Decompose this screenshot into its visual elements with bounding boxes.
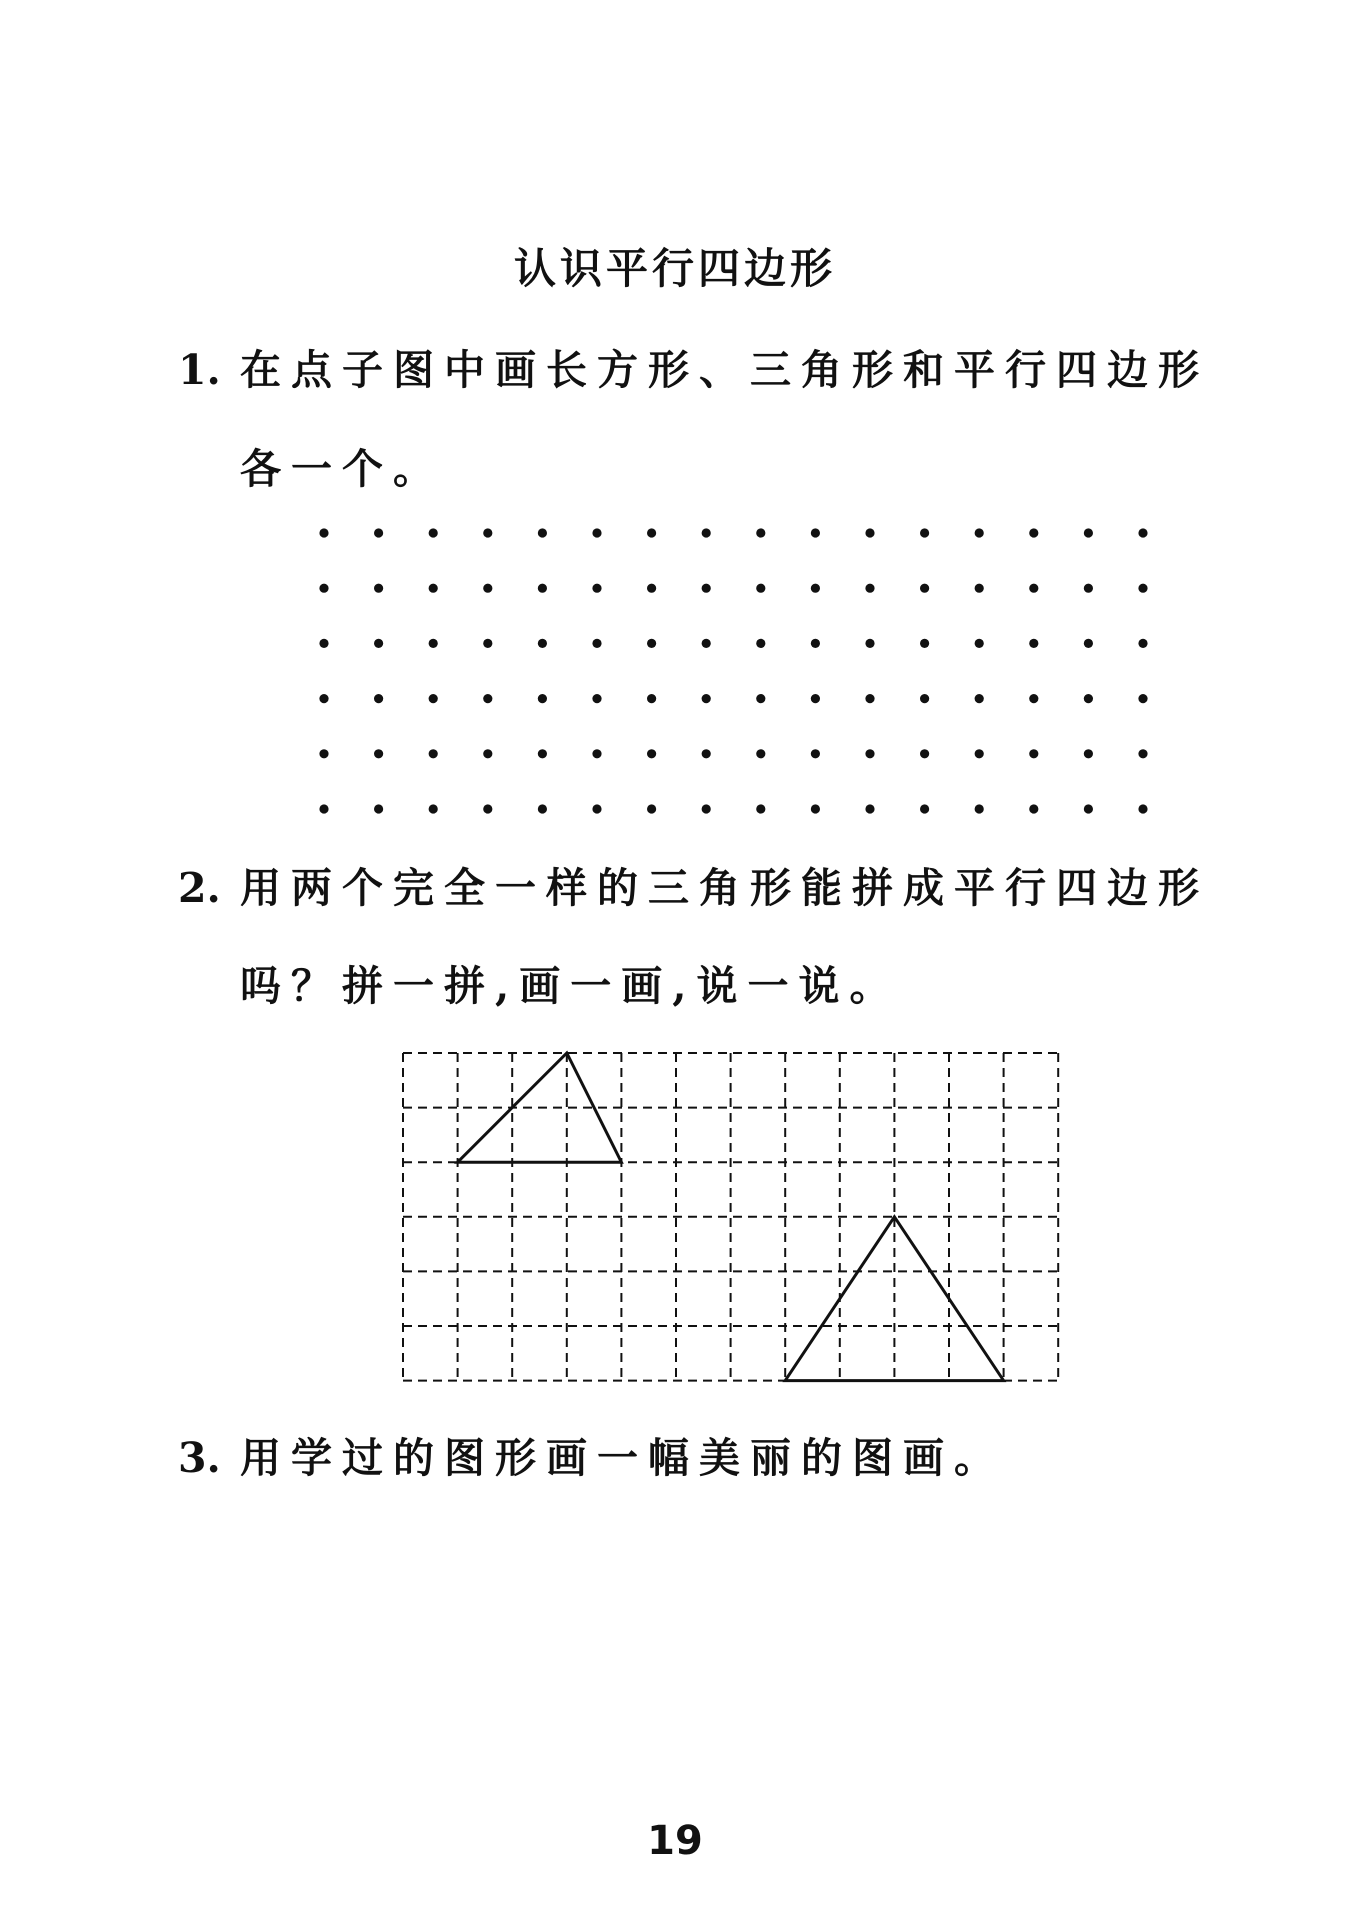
grid-dot: [592, 528, 601, 537]
grid-dot: [920, 749, 929, 758]
grid-dot: [1138, 528, 1147, 537]
grid-dot: [1029, 694, 1038, 703]
grid-dot: [702, 584, 711, 593]
grid-dot: [374, 804, 383, 813]
grid-dot: [920, 694, 929, 703]
grid-dot: [756, 749, 765, 758]
grid-dot: [319, 584, 328, 593]
grid-dot: [1029, 639, 1038, 648]
grid-dot: [865, 639, 874, 648]
question-3-number: 3.: [178, 1434, 221, 1482]
grid-dot: [975, 528, 984, 537]
grid-dot: [429, 804, 438, 813]
grid-dot: [1138, 749, 1147, 758]
grid-dot: [865, 528, 874, 537]
grid-dot: [1029, 528, 1038, 537]
question-3-text-line1: 用学过的图形画一幅美丽的图画。: [240, 1434, 1005, 1482]
grid-dot: [811, 584, 820, 593]
grid-dot: [1029, 749, 1038, 758]
grid-dot: [592, 584, 601, 593]
grid-dot: [811, 528, 820, 537]
grid-dot: [374, 584, 383, 593]
grid-dot: [319, 639, 328, 648]
grid-dot: [483, 804, 492, 813]
grid-dot: [483, 639, 492, 648]
grid-dot: [1138, 584, 1147, 593]
grid-dot: [319, 528, 328, 537]
grid-dot: [374, 694, 383, 703]
grid-dot: [429, 639, 438, 648]
grid-dot: [1084, 639, 1093, 648]
grid-dot: [756, 584, 765, 593]
grid-dot: [592, 804, 601, 813]
grid-dot: [865, 804, 874, 813]
grid-dot: [319, 749, 328, 758]
grid-dot: [647, 639, 656, 648]
grid-dot: [538, 694, 547, 703]
grid-dot: [1084, 694, 1093, 703]
grid-dot: [429, 528, 438, 537]
grid-dot: [647, 528, 656, 537]
grid-dot: [975, 749, 984, 758]
grid-dot: [592, 749, 601, 758]
grid-dot: [1029, 584, 1038, 593]
grid-dot: [319, 694, 328, 703]
question-1-number: 1.: [178, 346, 221, 394]
grid-dot: [483, 694, 492, 703]
grid-dot: [811, 749, 820, 758]
grid-dot: [429, 584, 438, 593]
grid-dot: [374, 528, 383, 537]
grid-dot: [865, 749, 874, 758]
grid-dot: [538, 639, 547, 648]
page-title: 认识平行四边形: [513, 244, 836, 293]
grid-dot: [538, 804, 547, 813]
grid-dot: [1029, 804, 1038, 813]
grid-dot: [975, 584, 984, 593]
grid-dot: [756, 639, 765, 648]
grid-dot: [811, 639, 820, 648]
grid-dot: [647, 749, 656, 758]
grid-dot: [483, 749, 492, 758]
question-2-text-line1: 用两个完全一样的三角形能拼成平行四边形: [240, 864, 1209, 912]
grid-dot: [702, 804, 711, 813]
grid-dot: [920, 804, 929, 813]
grid-dot: [1084, 749, 1093, 758]
grid-dot: [1084, 804, 1093, 813]
dot-grid[interactable]: [300, 515, 1160, 835]
grid-dot: [483, 584, 492, 593]
grid-dot: [756, 694, 765, 703]
grid-dot: [538, 528, 547, 537]
grid-dot: [865, 584, 874, 593]
question-1-text-line1: 在点子图中画长方形、三角形和平行四边形: [240, 346, 1209, 394]
grid-dot: [702, 528, 711, 537]
question-1: [178, 337, 1209, 396]
grid-dot: [702, 639, 711, 648]
grid-dot: [702, 694, 711, 703]
grid-dot: [756, 804, 765, 813]
grid-dot: [319, 804, 328, 813]
grid-dot: [429, 749, 438, 758]
grid-dot: [647, 804, 656, 813]
grid-dot: [374, 639, 383, 648]
grid-dot: [920, 639, 929, 648]
grid-dot: [374, 749, 383, 758]
grid-dot: [592, 694, 601, 703]
question-2-number: 2.: [178, 864, 221, 912]
grid-dot: [538, 749, 547, 758]
grid-dot: [1138, 804, 1147, 813]
grid-dot: [975, 804, 984, 813]
grid-dot: [920, 584, 929, 593]
grid-dot: [865, 694, 874, 703]
grid-dot: [483, 528, 492, 537]
grid-dot: [1138, 694, 1147, 703]
page-number: 19: [647, 1818, 703, 1864]
grid-dot: [592, 639, 601, 648]
grid-dot: [1138, 639, 1147, 648]
square-grid[interactable]: [395, 1045, 1065, 1390]
grid-dot: [811, 804, 820, 813]
grid-dot: [1084, 528, 1093, 537]
grid-dot: [756, 528, 765, 537]
grid-dot: [647, 584, 656, 593]
grid-dot: [811, 694, 820, 703]
grid-dot: [429, 694, 438, 703]
question-1-text-line2: 各一个。: [240, 445, 444, 493]
grid-dot: [975, 639, 984, 648]
grid-dot: [702, 749, 711, 758]
grid-dot: [1084, 584, 1093, 593]
question-2-text-line2: 吗？拼一拼,画一画,说一说。: [240, 962, 901, 1010]
grid-dot: [975, 694, 984, 703]
grid-dot: [538, 584, 547, 593]
question-3: [178, 1425, 1005, 1484]
grid-dot: [920, 528, 929, 537]
question-2: [178, 855, 1209, 914]
grid-dot: [647, 694, 656, 703]
